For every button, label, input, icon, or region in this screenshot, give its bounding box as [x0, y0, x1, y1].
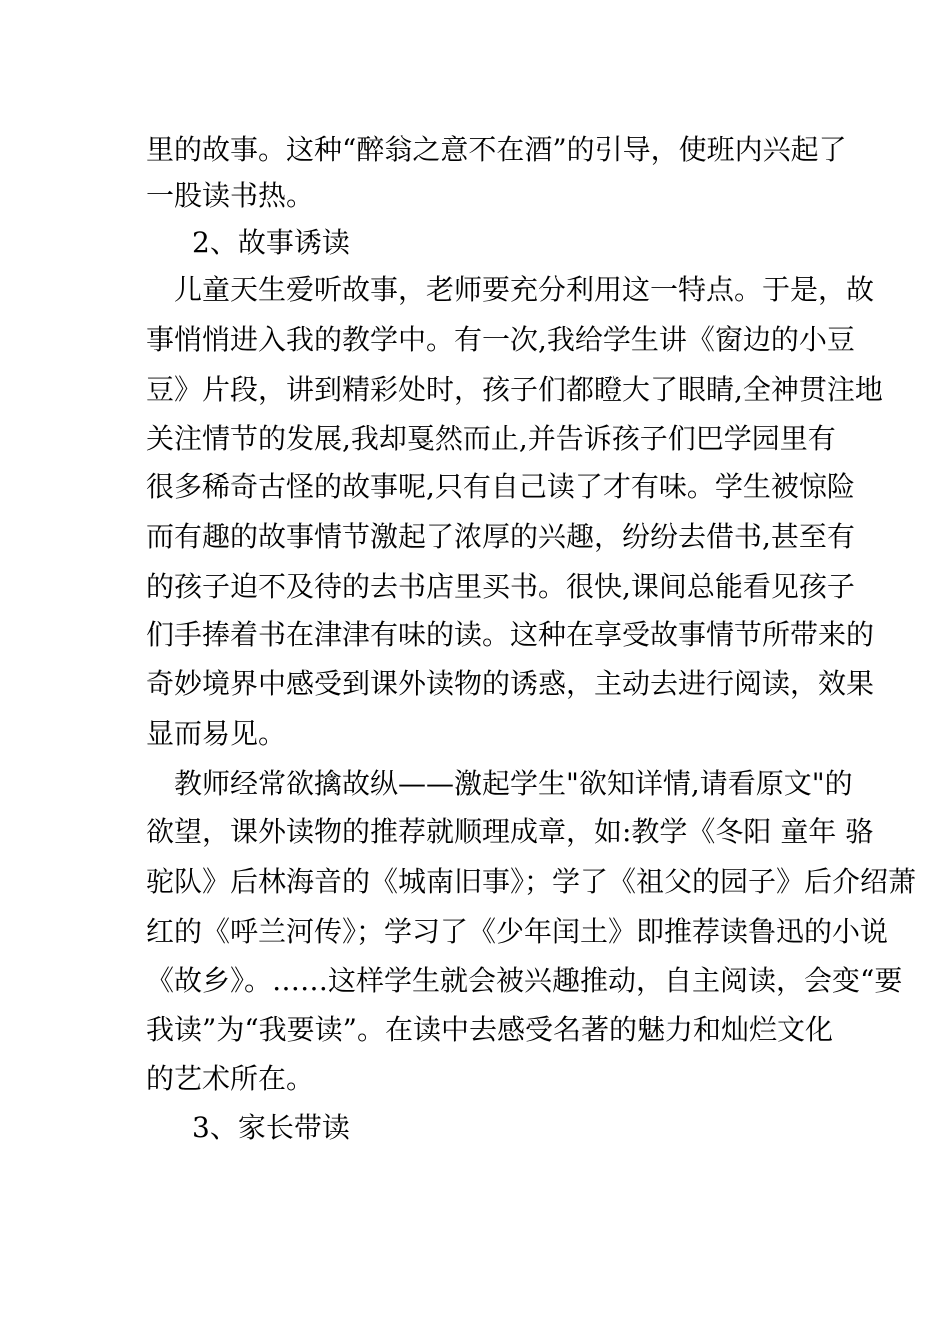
- section-heading: 2、故事诱读: [192, 226, 350, 259]
- paragraph-line: 而有趣的故事情节激起了浓厚的兴趣，纷纷去借书,甚至有: [146, 520, 855, 553]
- paragraph-line: 奇妙境界中感受到课外读物的诱惑，主动去进行阅读，效果: [146, 667, 875, 700]
- section-heading: 3、家长带读: [192, 1111, 350, 1144]
- paragraph-line: 豆》片段，讲到精彩处时，孩子们都瞪大了眼睛,全神贯注地: [146, 373, 883, 406]
- paragraph-line: 的艺术所在。: [146, 1062, 315, 1095]
- paragraph-line: 很多稀奇古怪的故事呢,只有自己读了才有味。学生被惊险: [146, 470, 855, 503]
- paragraph-line: 欲望，课外读物的推荐就顺理成章，如:教学《冬阳 童年 骆: [146, 815, 874, 848]
- paragraph-line: 我读”为“我要读”。在读中去感受名著的魅力和灿烂文化: [146, 1013, 833, 1046]
- paragraph-line: 们手捧着书在津津有味的读。这种在享受故事情节所带来的: [146, 618, 875, 651]
- paragraph-line: 驼队》后林海音的《城南旧事》；学了《祖父的园子》后介绍萧: [146, 865, 917, 898]
- paragraph-line: 关注情节的发展,我却戛然而止,并告诉孩子们巴学园里有: [146, 422, 836, 455]
- paragraph-line: 显而易见。: [146, 717, 287, 750]
- paragraph-line: 《故乡》。……这样学生就会被兴趣推动，自主阅读，会变“要: [146, 964, 903, 997]
- paragraph-line: 的孩子迫不及待的去书店里买书。很快,课间总能看见孩子: [146, 570, 855, 603]
- paragraph-line: 红的《呼兰河传》；学习了《少年闰土》即推荐读鲁迅的小说: [146, 915, 889, 948]
- paragraph-line: 事悄悄进入我的教学中。有一次,我给学生讲《窗边的小豆: [146, 323, 855, 356]
- paragraph-line: 教师经常欲擒故纵——激起学生"欲知详情,请看原文"的: [174, 767, 853, 800]
- paragraph-line: 儿童天生爱听故事，老师要充分利用这一特点。于是，故: [174, 273, 875, 306]
- paragraph-line: 里的故事。这种“醉翁之意不在酒”的引导，使班内兴起了: [146, 133, 847, 166]
- paragraph-line: 一股读书热。: [146, 179, 315, 212]
